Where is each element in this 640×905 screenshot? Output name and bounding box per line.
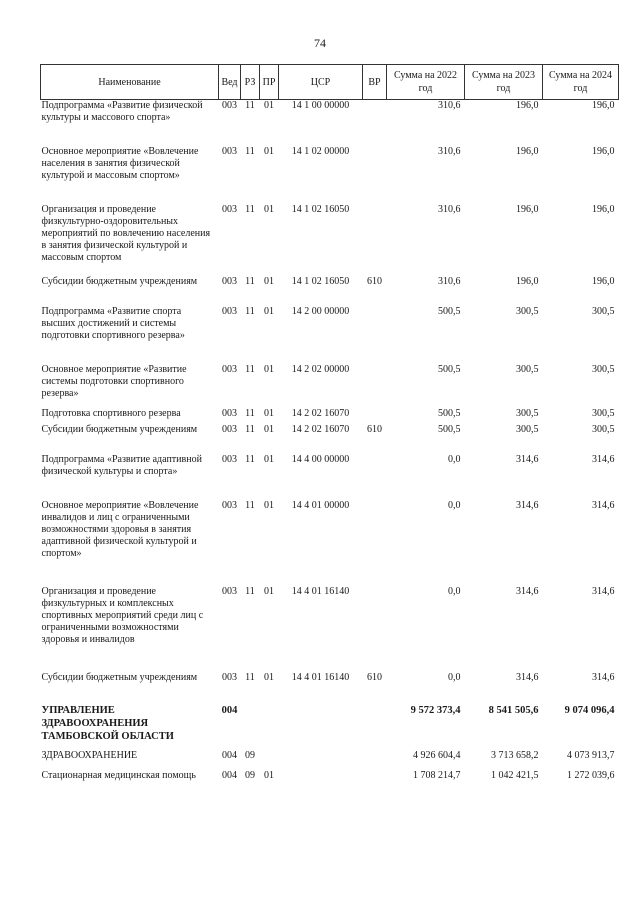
- row-sum-2024: 196,0: [592, 100, 615, 111]
- row-rz: 09: [245, 749, 255, 761]
- row-sum-2024: 300,5: [592, 363, 615, 375]
- row-ved: 003: [222, 275, 237, 287]
- row-pr: 01: [264, 671, 274, 683]
- row-sum-2023: 314,6: [516, 585, 539, 597]
- row-ved: 003: [222, 305, 237, 317]
- row-csr: 14 4 01 00000: [291, 499, 350, 511]
- row-sum-2022: 310,6: [438, 100, 461, 111]
- row-name: Подпрограмма «Развитие адаптивной физической культуры и спорта»: [41, 453, 202, 477]
- row-name: Субсидии бюджетным учреждениям: [41, 423, 198, 435]
- row-csr: 14 2 02 00000: [291, 363, 350, 375]
- row-rz: [241, 704, 260, 750]
- row-rz: 11: [245, 499, 255, 511]
- row-name: Основное мероприятие «Вовлечение населения в занятия физической культурой и массовым спортом»: [41, 145, 199, 181]
- row-sum-2022: 0,0: [448, 499, 461, 511]
- table-row: [41, 424, 619, 454]
- row-rz: 11: [245, 145, 255, 157]
- row-sum-2024: 300,5: [592, 305, 615, 317]
- row-vr: [363, 364, 387, 408]
- row-sum-2024: 196,0: [592, 145, 615, 157]
- row-sum-2022: 0,0: [448, 671, 461, 683]
- row-csr: 14 4 01 16140: [291, 585, 350, 597]
- row-sum-2023: 196,0: [516, 203, 539, 215]
- row-name: ЗДРАВООХРАНЕНИЕ: [41, 749, 138, 761]
- row-vr: [363, 204, 387, 276]
- row-pr: 01: [264, 423, 274, 435]
- row-vr: [363, 306, 387, 364]
- row-sum-2022: 500,5: [438, 423, 461, 435]
- row-rz: 11: [245, 423, 255, 435]
- row-sum-2024: 300,5: [592, 423, 615, 435]
- row-ved: 003: [222, 423, 237, 435]
- row-name: Основное мероприятие «Развитие системы подготовки спортивного резерва»: [41, 363, 187, 399]
- row-name: Стационарная медицинская помощь: [41, 769, 196, 781]
- row-sum-2023: 1 042 421,5: [491, 769, 539, 781]
- row-sum-2022: 500,5: [438, 363, 461, 375]
- row-csr: 14 1 02 16050: [291, 275, 350, 287]
- row-pr: [260, 704, 279, 750]
- row-name: Организация и проведение физкультурных и комплексных спортивных мероприятий среди лиц с ограниченными возможностями здоровья и инвалидов: [41, 585, 204, 645]
- table-header-row: [41, 65, 619, 100]
- row-sum-2022: 9 572 373,4: [410, 704, 461, 716]
- row-rz: 11: [245, 585, 255, 597]
- header-rz: РЗ: [241, 65, 260, 100]
- row-rz: 11: [245, 453, 255, 465]
- row-sum-2023: 300,5: [516, 363, 539, 375]
- header-vr: ВР: [363, 65, 387, 100]
- row-sum-2022: 4 926 604,4: [413, 749, 461, 761]
- table-row: [41, 454, 619, 500]
- row-vr: 610: [367, 275, 382, 287]
- row-rz: 11: [245, 305, 255, 317]
- table-row: [41, 750, 619, 770]
- row-sum-2024: 1 272 039,6: [567, 769, 615, 781]
- row-name: Субсидии бюджетным учреждениям: [41, 275, 198, 287]
- row-rz: 11: [245, 275, 255, 287]
- row-vr: [363, 704, 387, 750]
- row-csr: [279, 770, 363, 810]
- row-sum-2023: 300,5: [516, 423, 539, 435]
- row-rz: 11: [245, 671, 255, 683]
- row-ved: 004: [221, 704, 238, 716]
- header-sum-2023: Сумма на 2023 год: [465, 65, 543, 100]
- row-vr: [363, 500, 387, 586]
- row-csr: 14 4 01 16140: [291, 671, 350, 683]
- row-name: Основное мероприятие «Вовлечение инвалидов и лиц с ограниченными возможностями здоровья в занятия адаптивной физической культурой и спортом»: [41, 499, 199, 559]
- row-sum-2023: 314,6: [516, 499, 539, 511]
- budget-table: [40, 64, 619, 810]
- row-vr: [363, 770, 387, 810]
- row-ved: 003: [222, 585, 237, 597]
- row-sum-2024: 196,0: [592, 203, 615, 215]
- table-row: [41, 204, 619, 276]
- table-row: [41, 500, 619, 586]
- row-name: УПРАВЛЕНИЕ ЗДРАВООХРАНЕНИЯ ТАМБОВСКОЙ ОБЛАСТИ: [41, 704, 174, 742]
- row-csr: 14 1 00 00000: [291, 100, 350, 111]
- row-vr: [363, 100, 387, 146]
- row-name: Подготовка спортивного резерва: [41, 407, 181, 419]
- row-vr: [363, 146, 387, 204]
- row-vr: [363, 454, 387, 500]
- row-sum-2022: 1 708 214,7: [413, 769, 461, 781]
- row-csr: 14 1 02 00000: [291, 145, 350, 157]
- row-sum-2024: 314,6: [592, 499, 615, 511]
- row-pr: [260, 750, 279, 770]
- row-ved: 003: [222, 100, 237, 111]
- row-name: Подпрограмма «Развитие спорта высших достижений и системы подготовки спортивного резерва»: [41, 305, 185, 341]
- header-name: Наименование: [41, 65, 219, 100]
- row-sum-2024: 314,6: [592, 671, 615, 683]
- row-vr: 610: [367, 671, 382, 683]
- row-pr: 01: [264, 769, 274, 781]
- row-pr: 01: [264, 453, 274, 465]
- row-sum-2022: 0,0: [448, 585, 461, 597]
- header-sum-2022: Сумма на 2022 год: [387, 65, 465, 100]
- row-sum-2022: 310,6: [438, 275, 461, 287]
- row-sum-2023: 300,5: [516, 305, 539, 317]
- row-rz: 11: [245, 203, 255, 215]
- row-sum-2024: 314,6: [592, 585, 615, 597]
- table-row: [41, 672, 619, 704]
- table-row: [41, 586, 619, 672]
- page-number: 74: [314, 36, 326, 50]
- row-sum-2022: 310,6: [438, 203, 461, 215]
- row-rz: 11: [245, 407, 255, 419]
- table-row: [41, 146, 619, 204]
- row-sum-2024: 4 073 913,7: [567, 749, 615, 761]
- row-sum-2023: 196,0: [516, 100, 539, 111]
- row-csr: 14 2 00 00000: [291, 305, 350, 317]
- row-csr: 14 1 02 16050: [291, 203, 350, 215]
- row-name: Субсидии бюджетным учреждениям: [41, 671, 198, 683]
- row-rz: 09: [245, 769, 255, 781]
- row-csr: 14 2 02 16070: [291, 423, 350, 435]
- header-ved: Вед: [219, 65, 241, 100]
- table-row: [41, 770, 619, 810]
- header-csr: ЦСР: [279, 65, 363, 100]
- table-body: [41, 100, 619, 810]
- row-sum-2023: 196,0: [516, 275, 539, 287]
- row-ved: 003: [222, 203, 237, 215]
- row-sum-2023: 3 713 658,2: [491, 749, 539, 761]
- row-csr: [279, 704, 363, 750]
- row-rz: 11: [245, 363, 255, 375]
- row-ved: 003: [222, 453, 237, 465]
- row-sum-2023: 8 541 505,6: [488, 704, 539, 716]
- row-ved: 004: [222, 769, 237, 781]
- row-ved: 003: [222, 407, 237, 419]
- row-pr: 01: [264, 100, 274, 111]
- header-pr: ПР: [260, 65, 279, 100]
- row-vr: [363, 408, 387, 424]
- row-pr: 01: [264, 203, 274, 215]
- row-pr: 01: [264, 305, 274, 317]
- row-sum-2023: 300,5: [516, 407, 539, 419]
- row-vr: 610: [367, 423, 382, 435]
- row-name: Организация и проведение физкультурно-оздоровительных мероприятий по вовлечению населения в занятия физической культурой и массовым спортом: [41, 203, 211, 263]
- row-sum-2023: 196,0: [516, 145, 539, 157]
- row-rz: 11: [245, 100, 255, 111]
- row-csr: 14 4 00 00000: [291, 453, 350, 465]
- table-row: [41, 100, 619, 146]
- row-sum-2022: 500,5: [438, 305, 461, 317]
- row-pr: 01: [264, 585, 274, 597]
- row-name: Подпрограмма «Развитие физической культуры и массового спорта»: [41, 100, 203, 123]
- row-pr: 01: [264, 145, 274, 157]
- table-row: [41, 306, 619, 364]
- row-sum-2024: 300,5: [592, 407, 615, 419]
- table-row: [41, 276, 619, 306]
- row-sum-2023: 314,6: [516, 453, 539, 465]
- row-ved: 003: [222, 363, 237, 375]
- row-pr: 01: [264, 499, 274, 511]
- row-sum-2022: 310,6: [438, 145, 461, 157]
- row-vr: [363, 750, 387, 770]
- row-ved: 003: [222, 671, 237, 683]
- row-csr: 14 2 02 16070: [291, 407, 350, 419]
- row-ved: 003: [222, 145, 237, 157]
- row-ved: 004: [222, 749, 237, 761]
- row-pr: 01: [264, 363, 274, 375]
- row-pr: 01: [264, 275, 274, 287]
- row-sum-2022: 0,0: [448, 453, 461, 465]
- table-row: [41, 704, 619, 750]
- table-row: [41, 408, 619, 424]
- row-vr: [363, 586, 387, 672]
- row-ved: 003: [222, 499, 237, 511]
- row-sum-2024: 196,0: [592, 275, 615, 287]
- row-sum-2022: 500,5: [438, 407, 461, 419]
- row-sum-2024: 314,6: [592, 453, 615, 465]
- row-sum-2023: 314,6: [516, 671, 539, 683]
- header-sum-2024: Сумма на 2024 год: [543, 65, 619, 100]
- row-pr: 01: [264, 407, 274, 419]
- row-sum-2024: 9 074 096,4: [564, 704, 615, 716]
- row-csr: [279, 750, 363, 770]
- table-row: [41, 364, 619, 408]
